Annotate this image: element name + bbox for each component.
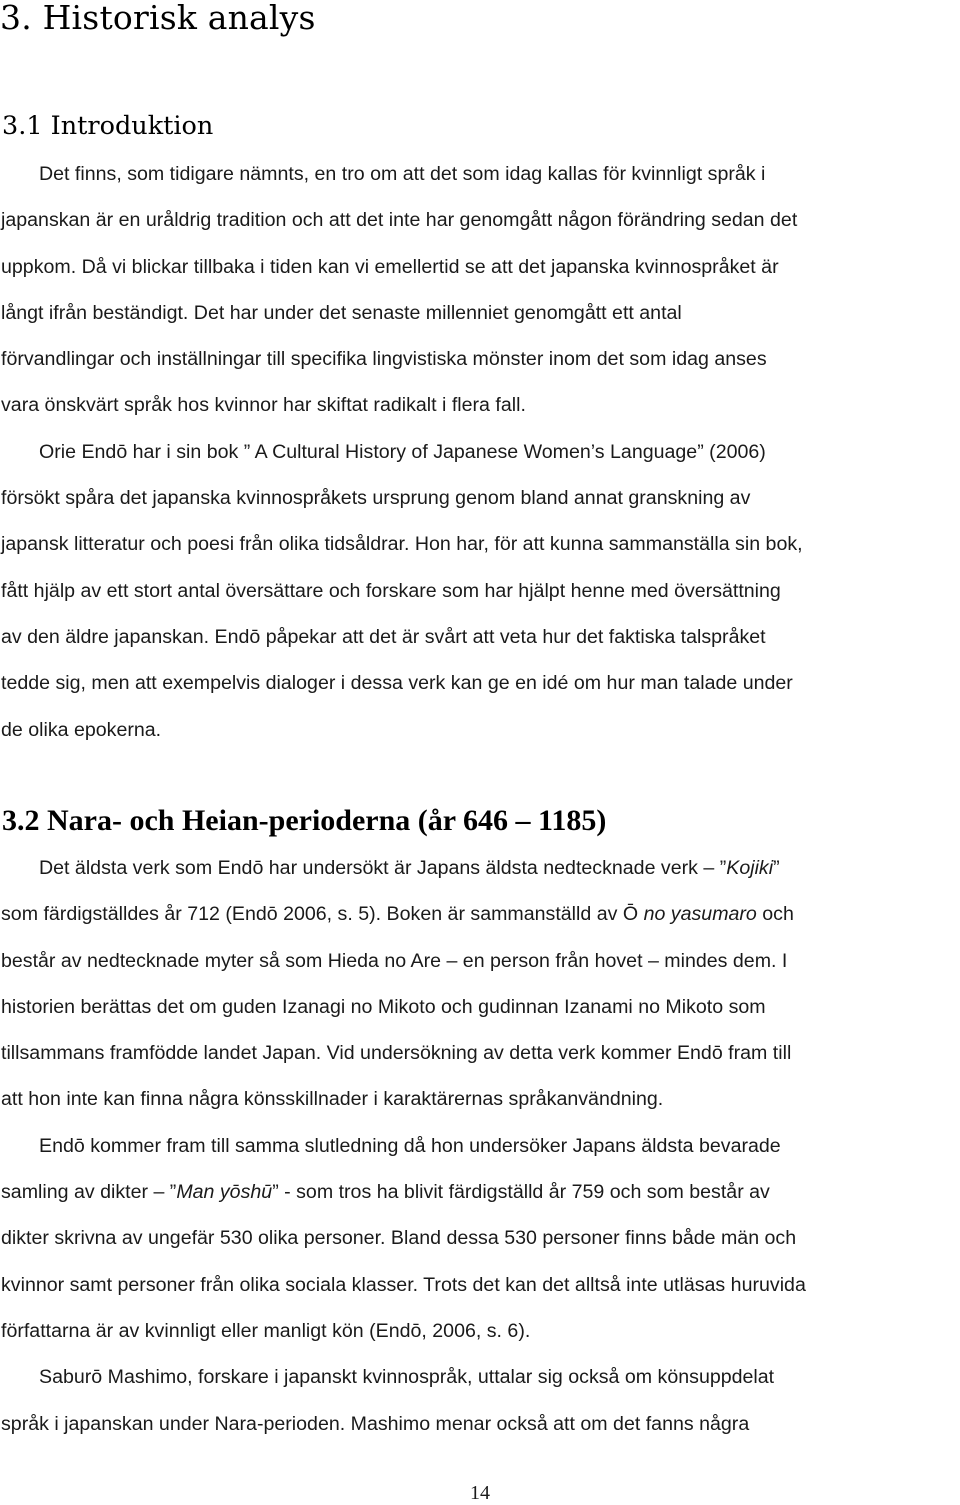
line-text: och (756, 903, 794, 926)
section-2-body (1, 845, 956, 1447)
paragraph-line: de olika epokerna. (1, 718, 162, 741)
paragraph-line (1, 845, 956, 891)
section-1-body (1, 151, 956, 753)
line-text: som färdigställdes år 712 (Endō 2006, s. 5). Boken är sammanställd av Ō (1, 903, 644, 926)
line-text: samling av dikter – ” (1, 1181, 177, 1204)
paragraph-line: historien berättas det om guden Izanagi no Mikoto och gudinnan Izanami no Mikoto som (1, 995, 766, 1018)
paragraph-line (1, 891, 956, 937)
paragraph-line: Endō kommer fram till samma slutledning då hon undersöker Japans äldsta bevarade (39, 1134, 781, 1157)
paragraph-line: japansk litteratur och poesi från olika tidsåldrar. Hon har, för att kunna sammanställa sin bok, (1, 533, 803, 556)
paragraph-line: dikter skrivna av ungefär 530 olika personer. Bland dessa 530 personer finns både män och (1, 1227, 797, 1250)
paragraph-line: vara önskvärt språk hos kvinnor har skiftat radikalt i flera fall. (1, 394, 526, 417)
paragraph-line (1, 1169, 956, 1215)
paragraph-line: Orie Endō har i sin bok ” A Cultural History of Japanese Women’s Language” (2006) (39, 440, 766, 463)
paragraph-line: språk i japanskan under Nara-perioden. Mashimo menar också att om det fanns några (1, 1412, 750, 1435)
section-heading-introduction: 3.1 Introduktion (2, 111, 214, 141)
paragraph-line: att hon inte kan finna några könsskillnader i karaktärernas språkanvändning. (1, 1088, 664, 1111)
line-text: ” - som tros ha blivit färdigställd år 759 och som består av (272, 1181, 770, 1204)
section-heading-nara-heian: 3.2 Nara- och Heian-perioderna (år 646 – 1185) (2, 804, 607, 837)
chapter-title: 3. Historisk analys (0, 0, 316, 37)
line-text: Det äldsta verk som Endō har undersökt är Japans äldsta nedtecknade verk – ” (39, 857, 727, 879)
paragraph-line: författarna är av kvinnligt eller manligt kön (Endō, 2006, s. 6). (1, 1319, 531, 1342)
paragraph-line: kvinnor samt personer från olika sociala klasser. Trots det kan det alltså inte utläsas huruvida (1, 1273, 806, 1296)
line-text: ” (773, 857, 780, 879)
paragraph-line: fått hjälp av ett stort antal översättare och forskare som har hjälpt henne med översättning (1, 579, 781, 602)
paragraph-line: Saburō Mashimo, forskare i japanskt kvinnospråk, uttalar sig också om könsuppdelat (39, 1366, 775, 1389)
paragraph-line: består av nedtecknade myter så som Hieda no Are – en person från hovet – mindes dem. I (1, 949, 788, 972)
paragraph-line: av den äldre japanskan. Endō påpekar att det är svårt att veta hur det faktiska talspråket (1, 625, 766, 648)
work-title-kojiki: Kojiki (726, 857, 774, 879)
paragraph-line: japanskan är en uråldrig tradition och att det inte har genomgått någon förändring sedan det (1, 209, 798, 232)
paragraph-line: tillsammans framfödde landet Japan. Vid undersökning av detta verk kommer Endō fram till (1, 1042, 792, 1065)
paragraph-line: långt ifrån beständigt. Det har under det senaste millenniet genomgått ett antal (1, 301, 682, 324)
paragraph-line: tedde sig, men att exempelvis dialoger i dessa verk kan ge en idé om hur man talade under (1, 672, 793, 695)
author-name-italic: no yasumaro (643, 903, 757, 926)
page-number: 14 (470, 1482, 490, 1504)
paragraph-line: uppkom. Då vi blickar tillbaka i tiden kan vi emellertid se att det japanska kvinnospråket är (1, 255, 779, 278)
paragraph-line: förvandlingar och inställningar till specifika lingvistiska mönster inom det som idag anses (1, 348, 767, 371)
paragraph-line: Det finns, som tidigare nämnts, en tro om att det som idag kallas för kvinnligt språk i (39, 163, 766, 185)
work-title-man-yoshu: Man yōshū (176, 1181, 273, 1204)
paragraph-line: försökt spåra det japanska kvinnospråkets ursprung genom bland annat granskning av (1, 487, 751, 510)
